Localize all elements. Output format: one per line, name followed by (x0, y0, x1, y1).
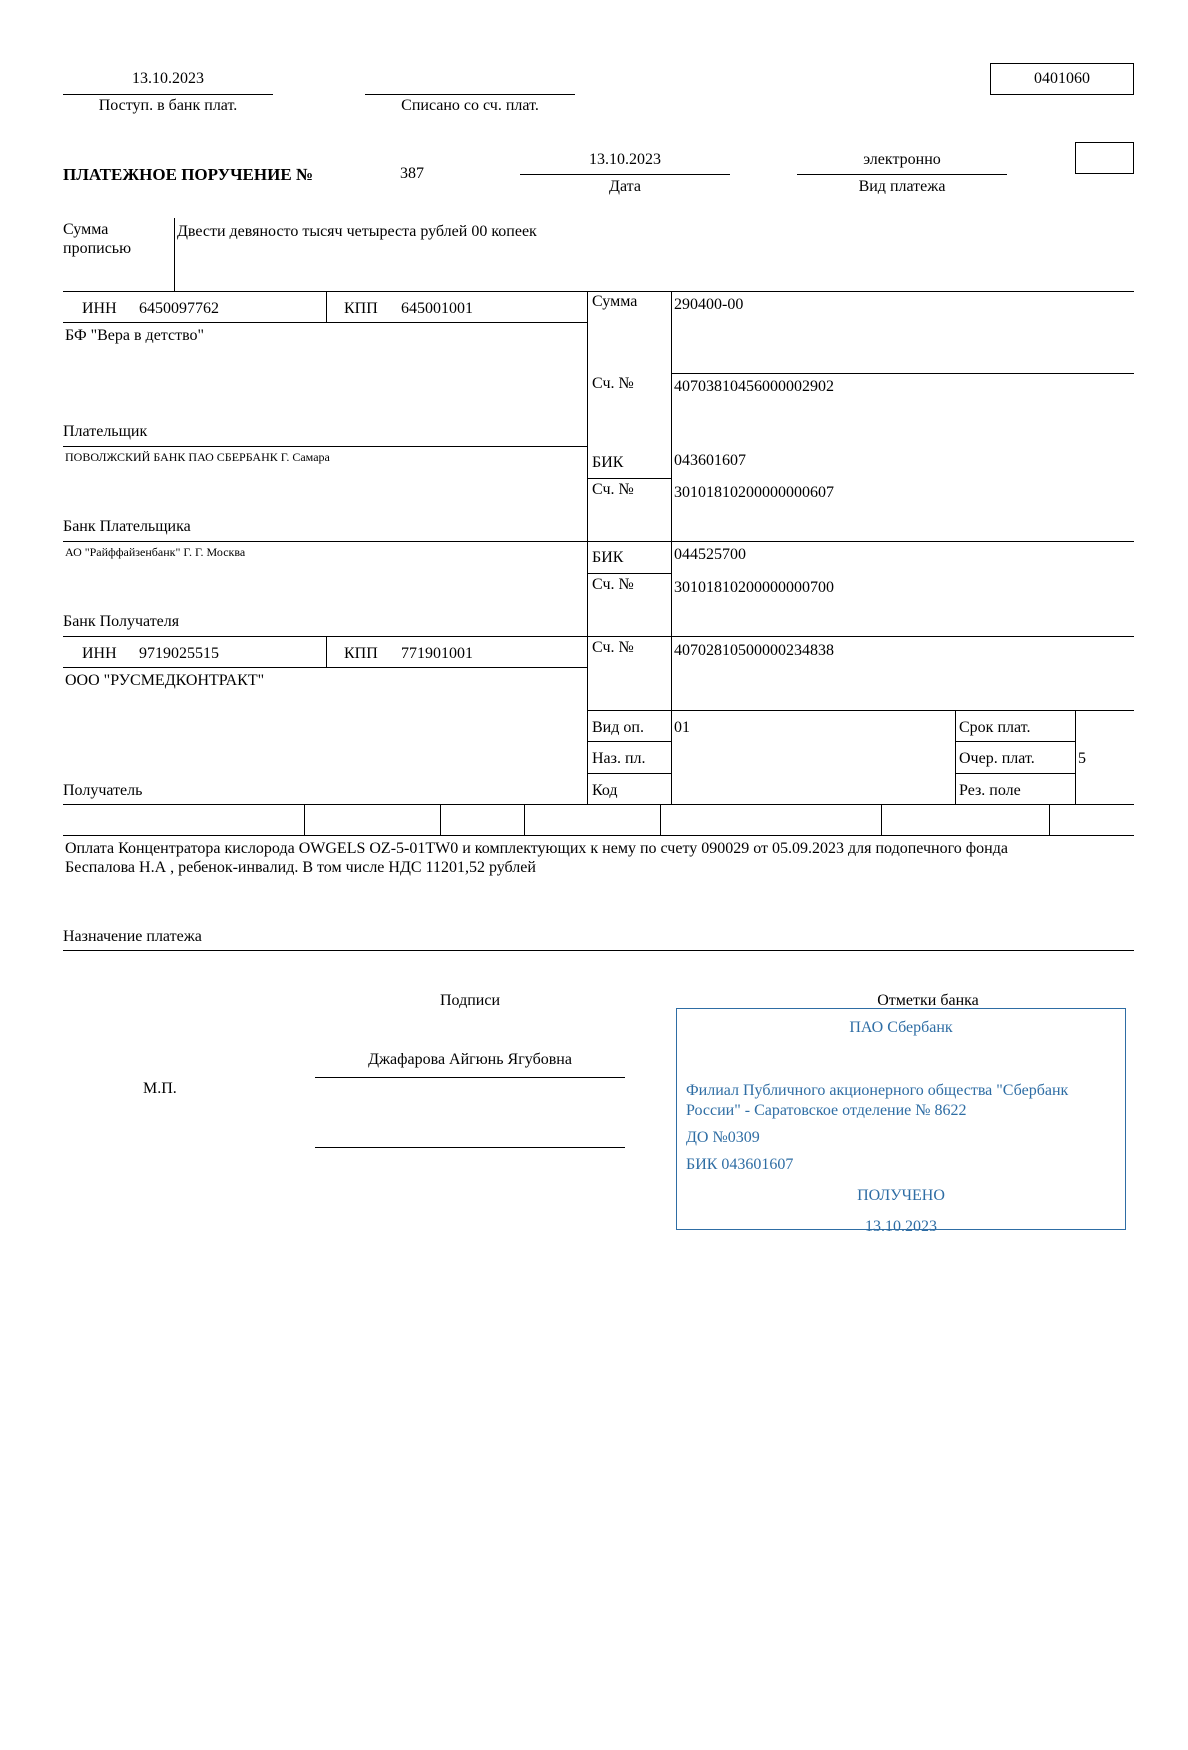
operation-type-label: Вид оп. (592, 719, 644, 736)
stamp-branch-line-2: России" - Саратовское отделение № 8622 (686, 1102, 967, 1119)
order-date-line (520, 174, 730, 175)
grid-line-top (63, 291, 1134, 292)
recipient-bank-bottom-line (63, 636, 1134, 637)
recipient-account-label: Сч. № (592, 639, 634, 656)
payer-bottom-line (63, 446, 587, 447)
received-label: Поступ. в банк плат. (98, 97, 238, 114)
purpose-line-2: Беспалова Н.А , ребенок-инвалид. В том числе НДС 11201,52 рублей (65, 859, 536, 876)
field-divider-2 (440, 804, 441, 835)
payer-inn-divider (326, 291, 327, 322)
recipient-bank-bik-label: БИК (592, 549, 624, 566)
payer-label: Плательщик (63, 423, 148, 440)
recipient-inn: 9719025515 (139, 645, 219, 662)
order-date: 13.10.2023 (589, 151, 661, 168)
fields-top-line (63, 804, 1134, 805)
recipient-bank-bik-line (587, 573, 671, 574)
payer-account-label: Сч. № (592, 375, 634, 392)
payer-kpp-label: КПП (344, 300, 378, 317)
amount-words-divider (174, 218, 175, 291)
recipient-kpp: 771901001 (401, 645, 473, 662)
received-line (63, 94, 273, 95)
stamp-status: ПОЛУЧЕНО (857, 1187, 945, 1204)
form-code: 0401060 (1034, 70, 1090, 87)
purpose-code-label: Наз. пл. (592, 750, 646, 767)
stamp-bank-name: ПАО Сбербанк (849, 1019, 953, 1036)
stamp-branch-line-1: Филиал Публичного акционерного общества "Сбербанк (686, 1082, 1069, 1099)
grid-vline-left (587, 291, 588, 804)
payer-inn: 6450097762 (139, 300, 219, 317)
seal-label: М.П. (143, 1080, 177, 1097)
received-date: 13.10.2023 (132, 70, 204, 87)
document-title: ПЛАТЕЖНОЕ ПОРУЧЕНИЕ № (63, 165, 314, 184)
signature-line-2 (315, 1147, 625, 1148)
signatures-label: Подписи (439, 992, 501, 1009)
payer-status-box (1075, 142, 1134, 174)
debited-line (365, 94, 575, 95)
signer-name: Джафарова Айгюнь Ягубовна (368, 1051, 572, 1068)
operation-top-line (587, 710, 1134, 711)
amount-words-label-1: Сумма (63, 221, 109, 238)
recipient-bank-account-label: Сч. № (592, 576, 634, 593)
payer-bank-account-label: Сч. № (592, 481, 634, 498)
stamp-office: ДО №0309 (686, 1129, 760, 1146)
payer-bank-bik: 043601607 (674, 452, 746, 469)
payer-bank-bottom-line (63, 541, 1134, 542)
payer-inn-label: ИНН (82, 300, 117, 317)
amount-bottom-line (671, 373, 1134, 374)
field-divider-4 (660, 804, 661, 835)
payer-kpp: 645001001 (401, 300, 473, 317)
priority-label: Очер. плат. (959, 750, 1035, 767)
operation-vline-2 (1075, 710, 1076, 804)
recipient-inn-divider (326, 636, 327, 667)
debited-label: Списано со сч. плат. (401, 97, 539, 114)
amount-label: Сумма (592, 293, 638, 310)
grid-vline-right (671, 291, 672, 804)
bank-marks-label: Отметки банка (877, 992, 979, 1009)
recipient-inn-label: ИНН (82, 645, 117, 662)
stamp-date: 13.10.2023 (865, 1218, 937, 1235)
payment-type-line (797, 174, 1007, 175)
payer-bank-bik-line (587, 478, 671, 479)
payer-inn-line (63, 322, 587, 323)
amount-words-value: Двести девяносто тысяч четыреста рублей 00 копеек (177, 223, 537, 240)
payment-type-label: Вид платежа (858, 178, 946, 195)
recipient-kpp-label: КПП (344, 645, 378, 662)
stamp-bik: БИК 043601607 (686, 1156, 794, 1173)
payer-bank-label: Банк Плательщика (63, 518, 191, 535)
operation-vline-1 (955, 710, 956, 804)
field-divider-6 (1049, 804, 1050, 835)
operation-type: 01 (674, 719, 690, 736)
field-divider-1 (304, 804, 305, 835)
operation-line-1 (587, 741, 671, 742)
order-number: 387 (400, 165, 424, 182)
code-label: Код (592, 782, 618, 799)
operation-line-4 (955, 773, 1075, 774)
reserve-label: Рез. поле (959, 782, 1021, 799)
recipient-bank-account: 30101810200000000700 (674, 579, 834, 596)
purpose-line-1: Оплата Концентратора кислорода OWGELS OZ-5-01TW0 и комплектующих к нему по счету 090029 от 05.09.2023 для подопечного фонда (65, 840, 1008, 857)
recipient-bank-label: Банк Получателя (63, 613, 180, 630)
payer-bank-account: 30101810200000000607 (674, 484, 834, 501)
payment-type: электронно (863, 151, 941, 168)
recipient-bank-bik: 044525700 (674, 546, 746, 563)
payer-account: 40703810456000002902 (674, 378, 834, 395)
purpose-label: Назначение платежа (63, 928, 202, 945)
operation-line-2 (587, 773, 671, 774)
payer-bank-bik-label: БИК (592, 454, 624, 471)
recipient-account: 40702810500000234838 (674, 642, 834, 659)
recipient-inn-line (63, 667, 587, 668)
amount-value: 290400-00 (674, 296, 744, 313)
fields-bottom-line (63, 835, 1134, 836)
order-date-label: Дата (609, 178, 641, 195)
amount-words-label-2: прописью (63, 240, 132, 257)
signature-line-1 (315, 1077, 625, 1078)
recipient-label: Получатель (63, 782, 143, 799)
field-divider-3 (524, 804, 525, 835)
priority-value: 5 (1078, 750, 1086, 767)
recipient-name: ООО "РУСМЕДКОНТРАКТ" (65, 672, 265, 689)
purpose-bottom-line (63, 950, 1134, 951)
form-code-box (990, 63, 1134, 95)
field-divider-5 (881, 804, 882, 835)
bank-stamp (676, 1008, 1126, 1235)
term-label: Срок плат. (959, 719, 1031, 736)
operation-line-3 (955, 741, 1075, 742)
payer-bank-name: ПОВОЛЖСКИЙ БАНК ПАО СБЕРБАНК Г. Самара (65, 450, 330, 464)
recipient-bank-name: АО "Райффайзенбанк" Г. Г. Москва (65, 545, 246, 559)
payer-name: БФ "Вера в детство" (65, 327, 205, 344)
